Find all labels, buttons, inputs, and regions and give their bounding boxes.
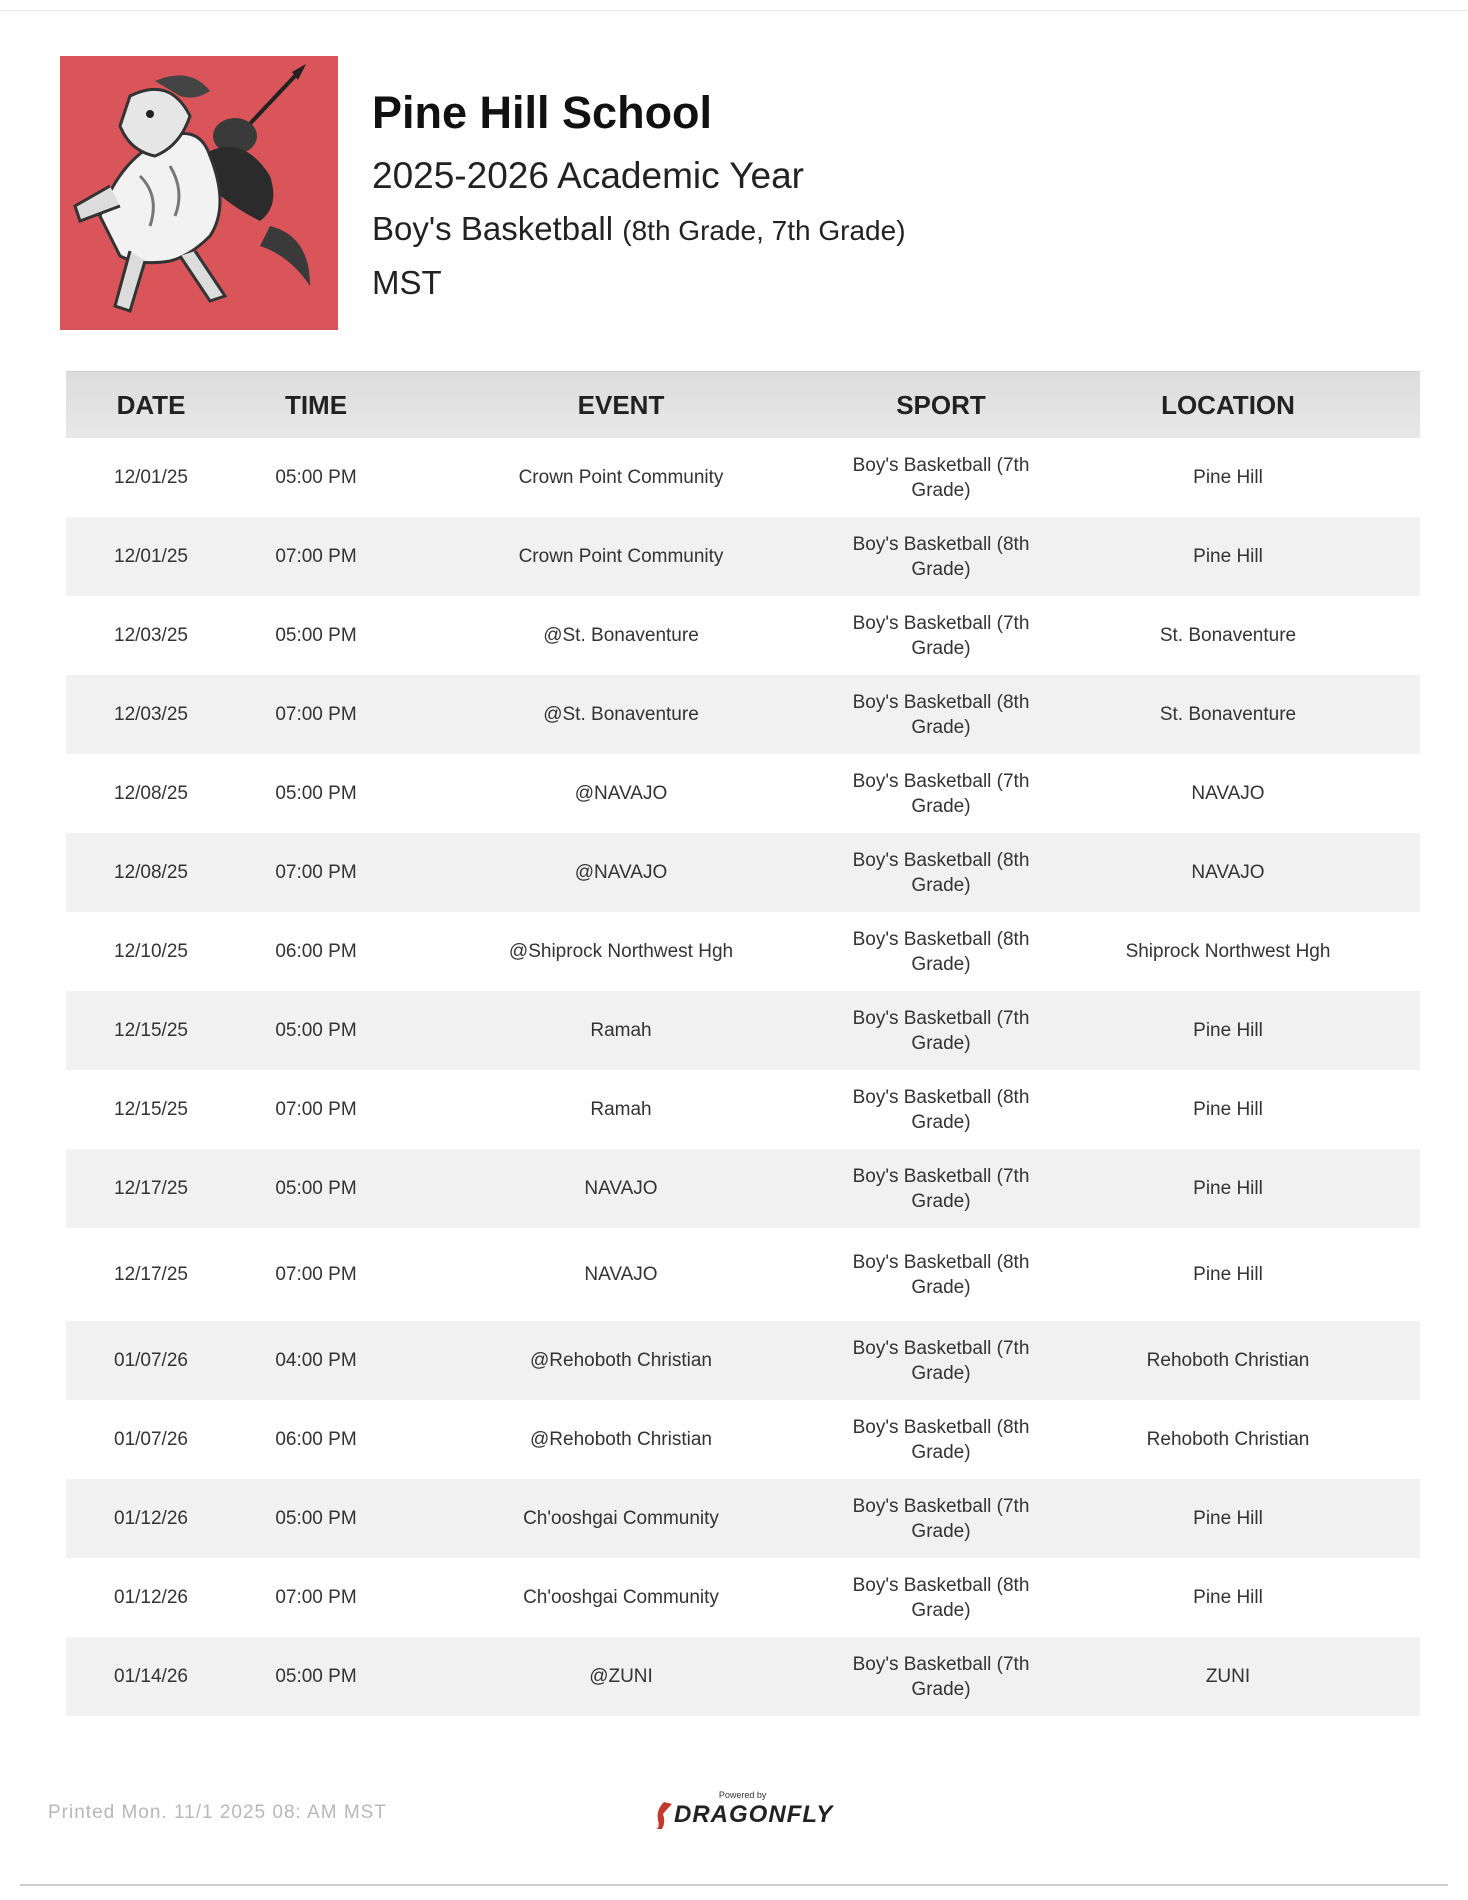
cell-date: 12/17/25 xyxy=(114,1177,188,1199)
cell-date: 12/01/25 xyxy=(114,466,188,488)
cell-date: 12/15/25 xyxy=(114,1098,188,1120)
table-row xyxy=(66,675,1420,754)
table-row xyxy=(66,1637,1420,1716)
cell-location: Pine Hill xyxy=(1193,1586,1263,1608)
cell-location: Pine Hill xyxy=(1193,545,1263,567)
cell-time: 07:00 PM xyxy=(275,703,357,725)
table-row xyxy=(66,596,1420,675)
cell-date: 12/03/25 xyxy=(114,624,188,646)
table-header-row xyxy=(66,371,1420,438)
schedule-table xyxy=(66,371,1420,1716)
cell-sport xyxy=(846,769,1036,819)
cell-date: 01/07/26 xyxy=(114,1349,188,1371)
school-name: Pine Hill School xyxy=(372,87,713,138)
cell-sport-line1: Boy's Basketball (8th xyxy=(852,1251,1030,1273)
cell-sport-line1: Boy's Basketball (7th xyxy=(852,1007,1030,1029)
cell-sport xyxy=(846,927,1036,977)
table-row xyxy=(66,833,1420,912)
cell-sport-line1: Boy's Basketball (7th xyxy=(852,612,1030,634)
cell-sport xyxy=(846,1652,1036,1702)
table-row xyxy=(66,754,1420,833)
table-body xyxy=(66,438,1420,1716)
cell-location: Pine Hill xyxy=(1193,1177,1263,1199)
cell-date: 01/14/26 xyxy=(114,1665,188,1687)
cell-sport xyxy=(846,611,1036,661)
cell-time: 07:00 PM xyxy=(275,1586,357,1608)
table-row xyxy=(66,912,1420,991)
cell-event: Ramah xyxy=(590,1098,652,1120)
cell-sport-line1: Boy's Basketball (8th xyxy=(852,849,1030,871)
cell-sport-line2: Grade) xyxy=(911,1678,971,1700)
cell-time: 07:00 PM xyxy=(275,545,357,567)
cell-sport xyxy=(846,690,1036,740)
column-header-event: EVENT xyxy=(577,389,665,420)
cell-sport-line1: Boy's Basketball (7th xyxy=(852,454,1030,476)
cell-sport-line1: Boy's Basketball (7th xyxy=(852,770,1030,792)
cell-sport-line2: Grade) xyxy=(911,795,971,817)
cell-location: NAVAJO xyxy=(1191,861,1265,883)
cell-event: Ch'ooshgai Community xyxy=(523,1507,719,1529)
cell-time: 05:00 PM xyxy=(275,1019,357,1041)
cell-sport-line1: Boy's Basketball (7th xyxy=(852,1653,1030,1675)
cell-sport xyxy=(846,532,1036,582)
cell-location: St. Bonaventure xyxy=(1159,624,1297,646)
cell-location: Shiprock Northwest Hgh xyxy=(1125,940,1331,962)
cell-sport xyxy=(846,1336,1036,1386)
cell-sport-line2: Grade) xyxy=(911,637,971,659)
cell-sport-line2: Grade) xyxy=(911,953,971,975)
cell-sport-line2: Grade) xyxy=(911,1441,971,1463)
table-row xyxy=(66,1558,1420,1637)
cell-event: Ch'ooshgai Community xyxy=(523,1586,719,1608)
cell-sport-line2: Grade) xyxy=(911,1032,971,1054)
cell-time: 05:00 PM xyxy=(275,1507,357,1529)
sport-grades: (8th Grade, 7th Grade) xyxy=(622,215,906,246)
powered-by-brand xyxy=(652,1790,833,1830)
cell-sport-line1: Boy's Basketball (8th xyxy=(852,928,1030,950)
column-header-date: DATE xyxy=(116,389,186,420)
cell-sport xyxy=(846,848,1036,898)
timezone: MST xyxy=(372,264,442,301)
cell-time: 07:00 PM xyxy=(275,1263,357,1285)
cell-time: 05:00 PM xyxy=(275,1177,357,1199)
column-header-sport: SPORT xyxy=(896,389,986,420)
cell-location: Pine Hill xyxy=(1193,466,1263,488)
cell-event: @ZUNI xyxy=(589,1665,653,1687)
academic-year: 2025-2026 Academic Year xyxy=(372,155,805,196)
cell-sport-line1: Boy's Basketball (7th xyxy=(852,1337,1030,1359)
cell-date: 01/12/26 xyxy=(114,1586,188,1608)
sport-name: Boy's Basketball xyxy=(372,210,614,247)
dragonfly-logo-icon xyxy=(652,1800,674,1830)
cell-location: Rehoboth Christian xyxy=(1146,1428,1310,1450)
cell-sport-line1: Boy's Basketball (8th xyxy=(852,1416,1030,1438)
cell-event: NAVAJO xyxy=(584,1177,658,1199)
sport-title xyxy=(372,206,906,254)
cell-sport-line1: Boy's Basketball (8th xyxy=(852,691,1030,713)
cell-sport-line1: Boy's Basketball (8th xyxy=(852,1086,1030,1108)
cell-time: 07:00 PM xyxy=(275,861,357,883)
cell-date: 12/17/25 xyxy=(114,1263,188,1285)
cell-date: 12/03/25 xyxy=(114,703,188,725)
bronco-rider-logo-icon xyxy=(60,56,338,330)
table-row xyxy=(66,517,1420,596)
table-row xyxy=(66,1479,1420,1558)
cell-sport xyxy=(846,1494,1036,1544)
cell-sport-line1: Boy's Basketball (7th xyxy=(852,1165,1030,1187)
table-row xyxy=(66,1149,1420,1228)
cell-sport-line2: Grade) xyxy=(911,1362,971,1384)
cell-location: Pine Hill xyxy=(1193,1098,1263,1120)
cell-event: @St. Bonaventure xyxy=(543,703,699,725)
cell-sport-line2: Grade) xyxy=(911,1190,971,1212)
page-bottom-edge xyxy=(20,1884,1448,1886)
brand-name: DRAGONFLY xyxy=(674,1801,834,1828)
cell-time: 06:00 PM xyxy=(275,940,357,962)
cell-event: Ramah xyxy=(590,1019,652,1041)
cell-time: 06:00 PM xyxy=(275,1428,357,1450)
cell-sport-line2: Grade) xyxy=(911,1276,971,1298)
cell-sport-line2: Grade) xyxy=(911,716,971,738)
cell-sport-line2: Grade) xyxy=(911,1599,971,1621)
table-row xyxy=(66,438,1420,517)
table-row xyxy=(66,1070,1420,1149)
cell-location: Rehoboth Christian xyxy=(1146,1349,1310,1371)
cell-location: Pine Hill xyxy=(1193,1263,1263,1285)
cell-location: Pine Hill xyxy=(1193,1507,1263,1529)
cell-time: 07:00 PM xyxy=(275,1098,357,1120)
cell-sport xyxy=(846,1250,1036,1300)
cell-sport xyxy=(846,1164,1036,1214)
cell-event: @Rehoboth Christian xyxy=(530,1428,712,1450)
cell-time: 05:00 PM xyxy=(275,782,357,804)
cell-event: NAVAJO xyxy=(584,1263,658,1285)
cell-event: @NAVAJO xyxy=(574,861,668,883)
school-header xyxy=(372,84,906,306)
page-top-edge xyxy=(0,10,1468,11)
cell-sport xyxy=(846,1573,1036,1623)
cell-sport xyxy=(846,1006,1036,1056)
cell-date: 12/10/25 xyxy=(114,940,188,962)
column-header-time: TIME xyxy=(284,389,348,420)
cell-sport-line1: Boy's Basketball (8th xyxy=(852,533,1030,555)
cell-event: @Shiprock Northwest Hgh xyxy=(508,940,734,962)
cell-sport xyxy=(846,453,1036,503)
cell-sport-line2: Grade) xyxy=(911,1520,971,1542)
cell-location: St. Bonaventure xyxy=(1159,703,1297,725)
cell-location: Pine Hill xyxy=(1193,1019,1263,1041)
table-row xyxy=(66,1321,1420,1400)
cell-date: 12/15/25 xyxy=(114,1019,188,1041)
cell-location: ZUNI xyxy=(1205,1665,1251,1687)
table-row xyxy=(66,1400,1420,1479)
cell-sport xyxy=(846,1415,1036,1465)
cell-sport xyxy=(846,1085,1036,1135)
cell-date: 01/07/26 xyxy=(114,1428,188,1450)
table-row xyxy=(66,991,1420,1070)
cell-date: 12/01/25 xyxy=(114,545,188,567)
cell-date: 12/08/25 xyxy=(114,861,188,883)
cell-date: 01/12/26 xyxy=(114,1507,188,1529)
cell-event: Crown Point Community xyxy=(518,545,724,567)
cell-sport-line1: Boy's Basketball (7th xyxy=(852,1495,1030,1517)
cell-event: Crown Point Community xyxy=(518,466,724,488)
cell-time: 04:00 PM xyxy=(275,1349,357,1371)
cell-date: 12/08/25 xyxy=(114,782,188,804)
table-row xyxy=(66,1228,1420,1321)
cell-event: @St. Bonaventure xyxy=(543,624,699,646)
cell-location: NAVAJO xyxy=(1191,782,1265,804)
column-header-location: LOCATION xyxy=(1161,389,1295,420)
cell-sport-line2: Grade) xyxy=(911,1111,971,1133)
cell-sport-line1: Boy's Basketball (8th xyxy=(852,1574,1030,1596)
cell-sport-line2: Grade) xyxy=(911,874,971,896)
cell-time: 05:00 PM xyxy=(275,624,357,646)
cell-time: 05:00 PM xyxy=(275,1665,357,1687)
cell-event: @NAVAJO xyxy=(574,782,668,804)
powered-by-label: Powered by xyxy=(718,1790,767,1800)
cell-sport-line2: Grade) xyxy=(911,479,971,501)
cell-event: @Rehoboth Christian xyxy=(530,1349,712,1371)
cell-sport-line2: Grade) xyxy=(911,558,971,580)
printed-timestamp: Printed Mon. 11/1 2025 08: AM MST xyxy=(48,1802,387,1823)
cell-time: 05:00 PM xyxy=(275,466,357,488)
